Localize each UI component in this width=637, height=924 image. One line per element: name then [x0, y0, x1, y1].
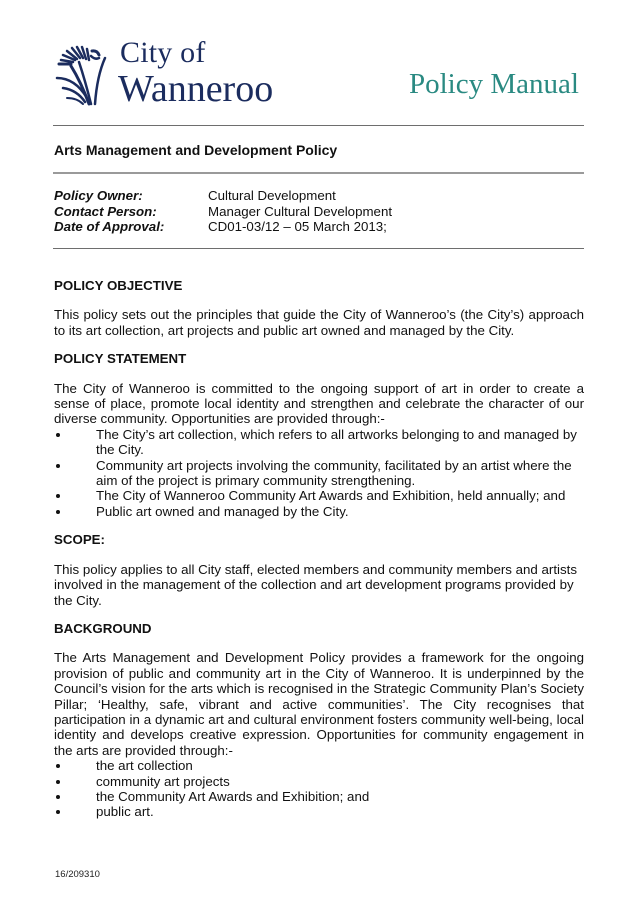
logo-text-wanneroo: Wanneroo	[118, 68, 274, 110]
section-heading-background: BACKGROUND	[54, 620, 152, 636]
bullet-icon	[56, 780, 60, 784]
list-item-text: Community art projects involving the community, facilitated by an artist where the aim of the project is primary community strengthening.	[96, 457, 572, 489]
background-text: The Arts Management and Development Policy provides a framework for the ongoing provision of public and community art in the City of Wanneroo. It is underpinned by the Council’s vision for the arts which is recognised in the Strategic Community Plan’s Society Pillar; ‘Healthy, safe, vibrant and active communities’. The City recognises that participation in a dynamic art and cultural environment fosters community well-being, local identity and develops creative expression. Opportunities for community engagement in the arts are provided through:-	[54, 650, 584, 758]
policy-manual-title: Policy Manual	[409, 68, 579, 100]
background-bullet-list	[54, 758, 584, 820]
section-heading-scope: SCOPE:	[54, 532, 105, 548]
meta-label: Date of Approval:	[54, 219, 165, 234]
meta-value: CD01-03/12 – 05 March 2013;	[208, 219, 387, 234]
meta-value: Manager Cultural Development	[208, 203, 393, 219]
meta-row-contact-person	[54, 204, 392, 220]
bullet-icon	[56, 764, 60, 768]
list-item	[54, 758, 584, 773]
document-title: Arts Management and Development Policy	[54, 142, 338, 158]
list-item-text: The City’s art collection, which refers to all artworks belonging to and managed by the City.	[96, 426, 577, 458]
list-item	[54, 804, 584, 819]
bullet-icon	[56, 810, 60, 814]
list-item	[54, 774, 584, 789]
list-item-text: public art.	[96, 804, 154, 820]
divider-meta	[53, 248, 584, 249]
list-item-text: The City of Wanneroo Community Art Awards and Exhibition, held annually; and	[96, 488, 566, 504]
list-item-text: the art collection	[96, 758, 193, 774]
bullet-icon	[56, 433, 60, 437]
bullet-icon	[56, 510, 60, 514]
document-reference-number: 16/209310	[55, 869, 100, 880]
meta-label: Contact Person:	[54, 203, 157, 219]
list-item-text: the Community Art Awards and Exhibition; and	[96, 788, 370, 804]
section-heading-statement: POLICY STATEMENT	[54, 351, 187, 367]
scope-text: This policy applies to all City staff, elected members and community members and artists involved in the management of the collection and art development programs provided by the City.	[54, 561, 577, 608]
policy-body	[54, 278, 584, 820]
meta-row-date-of-approval	[54, 219, 392, 235]
list-item	[54, 504, 584, 519]
list-item	[54, 427, 584, 458]
bullet-icon	[56, 494, 60, 498]
list-item-text: community art projects	[96, 773, 230, 789]
list-item	[54, 789, 584, 804]
list-item-text: Public art owned and managed by the City.	[96, 503, 349, 519]
divider-title	[53, 172, 584, 174]
statement-bullet-list	[54, 427, 584, 519]
bullet-icon	[56, 464, 60, 468]
bullet-icon	[56, 795, 60, 799]
statement-text: The City of Wanneroo is committed to the ongoing support of art in order to create a sense of place, promote local identity and strengthen and celebrate the character of our diverse community. Opportunities are provided through:-	[54, 380, 584, 427]
city-of-wanneroo-logo	[53, 38, 293, 110]
list-item	[54, 488, 584, 503]
logo-text-city-of: City of	[120, 36, 206, 69]
list-item	[54, 458, 584, 489]
meta-value: Cultural Development	[208, 188, 336, 203]
kangaroo-paw-icon	[53, 42, 113, 106]
policy-metadata	[54, 188, 392, 235]
section-heading-objective: POLICY OBJECTIVE	[54, 278, 183, 293]
objective-text: This policy sets out the principles that guide the City of Wanneroo’s (the City’s) approach to its art collection, art projects and public art owned and managed by the City.	[54, 307, 584, 338]
meta-row-policy-owner	[54, 188, 392, 204]
divider-top	[53, 125, 584, 126]
meta-label: Policy Owner:	[54, 188, 143, 203]
